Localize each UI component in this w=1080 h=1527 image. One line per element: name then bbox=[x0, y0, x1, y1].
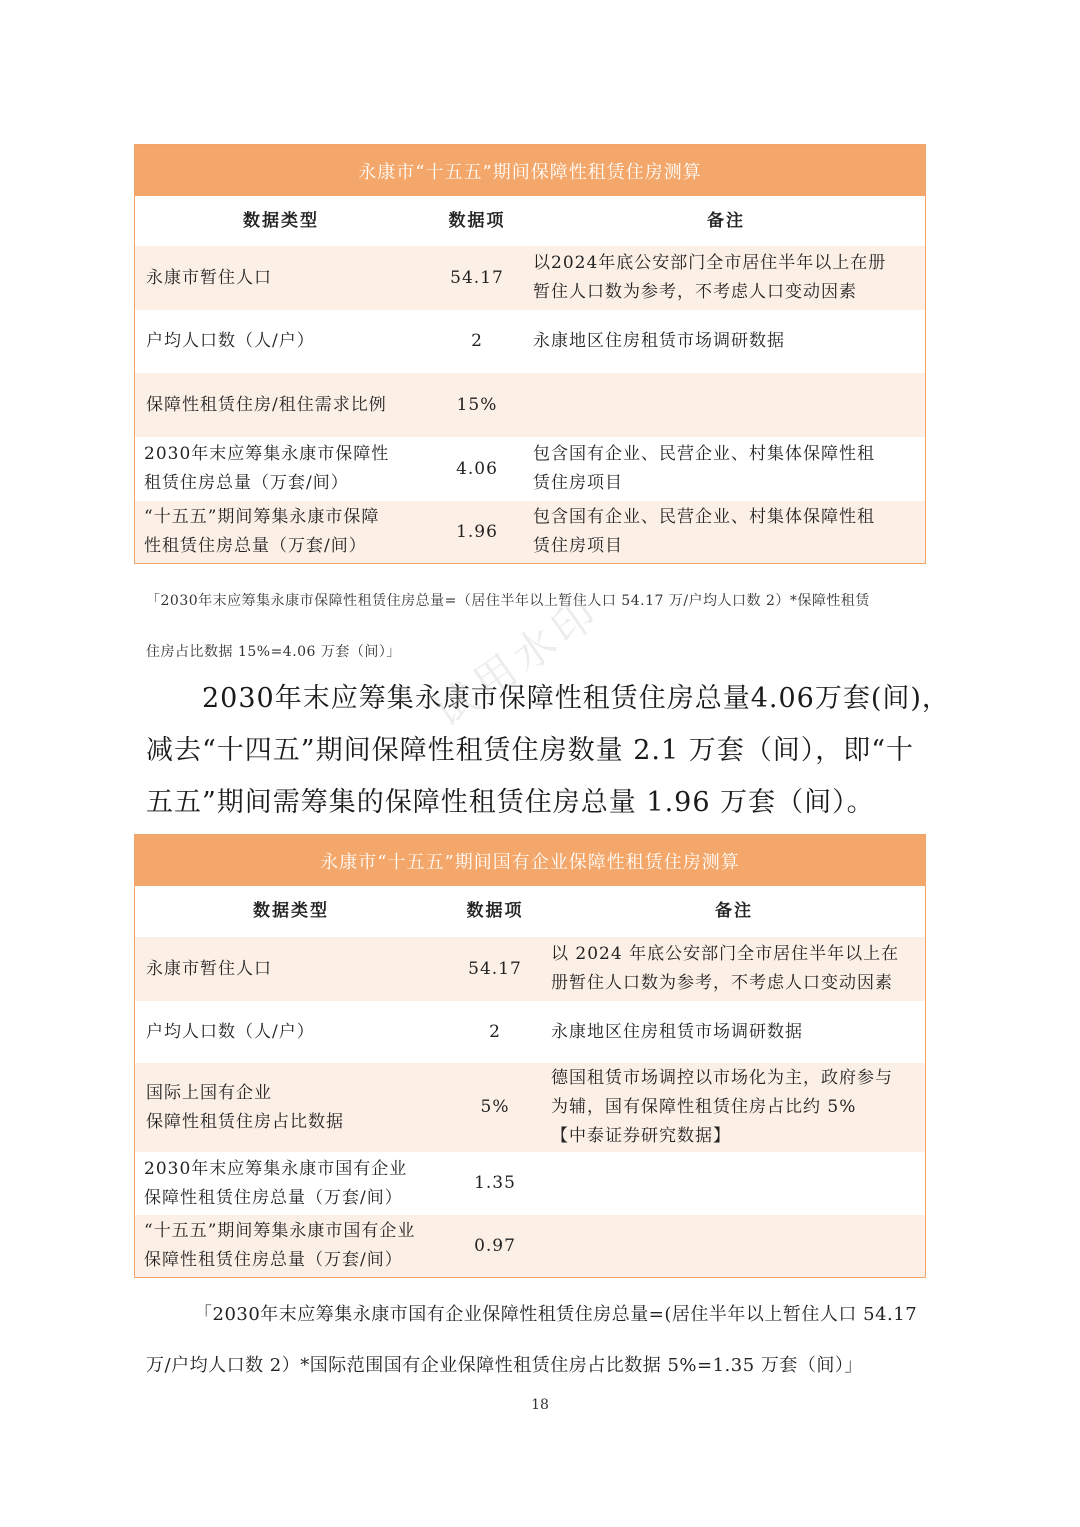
row-note-line: 永康地区住房租赁市场调研数据 bbox=[551, 1021, 803, 1042]
row-type-line: 保障性租赁住房总量（万套/间） bbox=[144, 1187, 403, 1208]
row-value: 54.17 bbox=[468, 958, 522, 979]
row-note-line: 以 2024 年底公安部门全市居住半年以上在 bbox=[551, 944, 900, 964]
row-type-line: 永康市暂住人口 bbox=[146, 267, 272, 288]
row-note bbox=[527, 503, 925, 561]
table-row bbox=[135, 1215, 925, 1277]
paragraph-line: 减去“十四五”期间保障性租赁住房数量 2.1 万套（间），即“十 bbox=[146, 735, 915, 766]
row-note bbox=[543, 1064, 925, 1151]
row-note bbox=[543, 1018, 925, 1047]
table-row bbox=[135, 1001, 925, 1063]
row-note-line: 册暂住人口数为参考，不考虑人口变动因素 bbox=[551, 973, 893, 993]
row-type bbox=[135, 264, 427, 293]
row-note-line: 暂住人口数为参考，不考虑人口变动因素 bbox=[533, 282, 857, 302]
table-2 bbox=[134, 834, 926, 1278]
row-value: 1.96 bbox=[456, 521, 498, 542]
table-row bbox=[135, 501, 925, 563]
row-type-line: “十五五”期间筹集永康市国有企业 bbox=[144, 1221, 416, 1241]
row-note-line: 包含国有企业、民营企业、村集体保障性租 bbox=[533, 507, 875, 527]
table-row bbox=[135, 937, 925, 1001]
row-note bbox=[527, 440, 925, 498]
row-type bbox=[135, 440, 427, 498]
row-value: 15% bbox=[456, 394, 498, 415]
table-2-formula-note-line-2: 万/户均人口数 2）*国际范围国有企业保障性租赁住房占比数据 5%=1.35 万套（间）」 bbox=[146, 1355, 863, 1376]
row-note-line: 赁住房项目 bbox=[533, 473, 623, 493]
table-1-formula-note-line-2: 住房占比数据 15%=4.06 万套（间）」 bbox=[146, 644, 401, 660]
page-number: 18 bbox=[531, 1397, 549, 1413]
row-type bbox=[135, 327, 427, 356]
table-row bbox=[135, 1152, 925, 1215]
row-note-line: 【中泰证券研究数据】 bbox=[551, 1126, 731, 1146]
table-2-header-value: 数据项 bbox=[466, 901, 524, 921]
row-note bbox=[543, 940, 925, 998]
row-note-line: 以2024年底公安部门全市居住半年以上在册 bbox=[533, 253, 887, 273]
row-note-line: 为辅，国有保障性租赁住房占比约 5% bbox=[551, 1097, 857, 1117]
row-type bbox=[135, 1155, 447, 1213]
row-note bbox=[527, 327, 925, 356]
row-note-line: 赁住房项目 bbox=[533, 536, 623, 556]
row-type-line: 租赁住房总量（万套/间） bbox=[144, 473, 349, 493]
row-value: 2 bbox=[489, 1021, 501, 1042]
row-value: 2 bbox=[471, 331, 483, 351]
table-2-title: 永康市“十五五”期间国有企业保障性租赁住房测算 bbox=[135, 835, 925, 886]
table-1-header-value: 数据项 bbox=[448, 210, 506, 231]
row-type-line: 永康市暂住人口 bbox=[146, 958, 272, 979]
row-type bbox=[135, 503, 427, 561]
row-value: 5% bbox=[480, 1097, 510, 1117]
table-1-formula-note-line-1: 「2030年末应筹集永康市保障性租赁住房总量=（居住半年以上暂住人口 54.17 万/户均人口数 2）*保障性租赁 bbox=[146, 593, 870, 609]
table-1-header-note: 备注 bbox=[707, 210, 745, 231]
row-type-line: 保障性租赁住房占比数据 bbox=[146, 1111, 344, 1132]
row-note bbox=[527, 249, 925, 307]
table-row bbox=[135, 437, 925, 501]
row-type bbox=[135, 1079, 447, 1137]
row-type-line: 2030年末应筹集永康市国有企业 bbox=[144, 1158, 408, 1179]
row-type-line: 户均人口数（人/户） bbox=[146, 1021, 315, 1042]
row-note-line: 包含国有企业、民营企业、村集体保障性租 bbox=[533, 444, 875, 464]
row-type bbox=[135, 391, 427, 420]
row-value: 1.35 bbox=[474, 1173, 516, 1193]
row-type-line: 保障性租赁住房总量（万套/间） bbox=[144, 1250, 403, 1270]
table-row bbox=[135, 310, 925, 373]
row-note-line: 永康地区住房租赁市场调研数据 bbox=[533, 331, 785, 351]
row-type-line: 2030年末应筹集永康市保障性 bbox=[144, 444, 390, 464]
table-2-formula-note-line-1: 「2030年末应筹集永康市国有企业保障性租赁住房总量=(居住半年以上暂住人口 54.17 bbox=[194, 1304, 918, 1325]
paragraph-line: 2030年末应筹集永康市保障性租赁住房总量4.06万套(间)， bbox=[202, 683, 950, 714]
row-value: 54.17 bbox=[450, 267, 504, 288]
row-type-line: 保障性租赁住房/租住需求比例 bbox=[146, 394, 387, 415]
table-2-header-type: 数据类型 bbox=[253, 901, 329, 921]
table-1 bbox=[134, 144, 926, 564]
table-1-title: 永康市“十五五”期间保障性租赁住房测算 bbox=[135, 145, 925, 196]
table-2-header-note: 备注 bbox=[715, 901, 753, 921]
table-1-header-row bbox=[135, 196, 925, 246]
row-type-line: “十五五”期间筹集永康市保障 bbox=[144, 507, 380, 527]
row-value: 0.97 bbox=[474, 1235, 516, 1256]
table-row bbox=[135, 246, 925, 310]
watermark: 试用水印 bbox=[424, 586, 610, 737]
table-1-header-type: 数据类型 bbox=[243, 210, 319, 231]
row-type-line: 国际上国有企业 bbox=[146, 1082, 272, 1103]
row-type bbox=[135, 1217, 447, 1275]
row-type bbox=[135, 955, 447, 984]
table-2-header-row bbox=[135, 886, 925, 937]
row-value: 4.06 bbox=[456, 458, 498, 479]
table-row bbox=[135, 373, 925, 437]
body-paragraph bbox=[146, 673, 950, 829]
paragraph-line: 五五”期间需筹集的保障性租赁住房总量 1.96 万套（间）。 bbox=[146, 787, 875, 818]
row-type-line: 性租赁住房总量（万套/间） bbox=[144, 536, 367, 556]
row-type-line: 户均人口数（人/户） bbox=[146, 331, 315, 351]
row-type bbox=[135, 1018, 447, 1047]
table-row bbox=[135, 1063, 925, 1152]
row-note-line: 德国租赁市场调控以市场化为主，政府参与 bbox=[551, 1068, 893, 1088]
